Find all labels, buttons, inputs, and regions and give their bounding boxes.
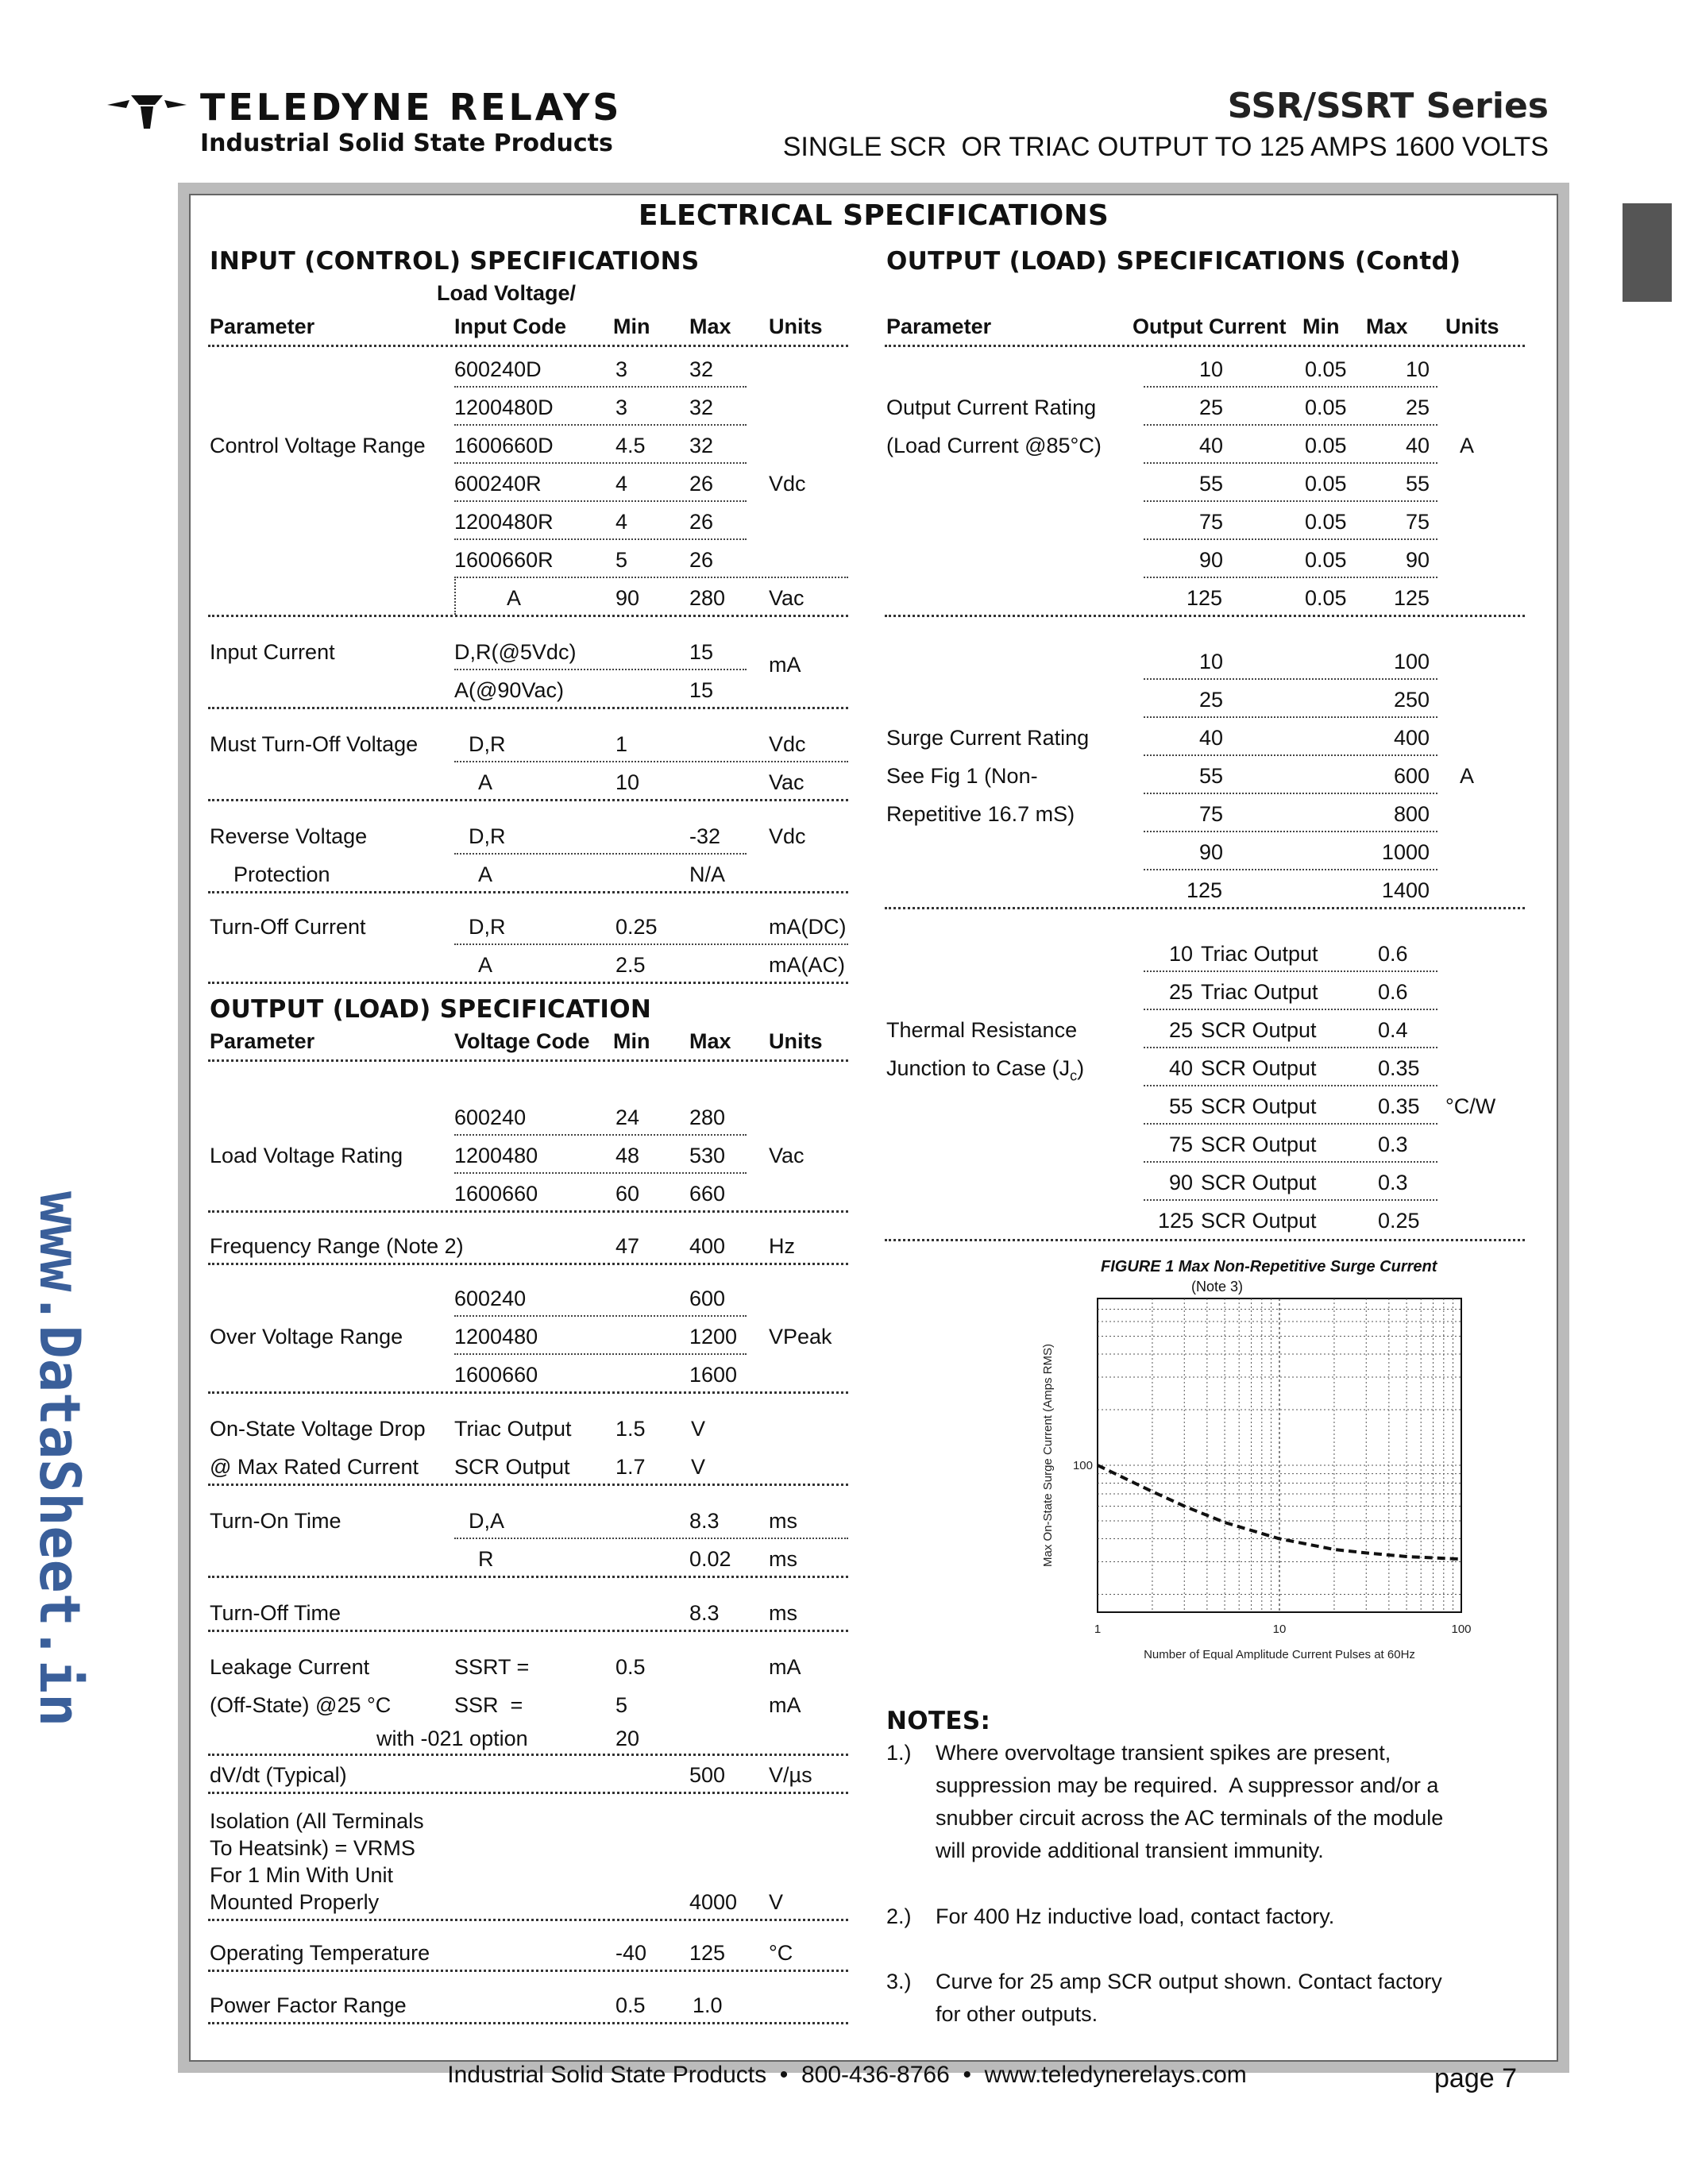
watermark: www.DataSheet.in [27, 1191, 92, 1727]
param-on-state: On-State Voltage Drop [210, 1417, 426, 1441]
x-tick-label: 100 [1451, 1623, 1472, 1636]
divider [454, 386, 747, 388]
col-units: Units [769, 314, 823, 338]
param-must-turn-off: Must Turn-Off Voltage [210, 732, 419, 756]
divider [454, 1172, 747, 1174]
cell: D,R(@5Vdc) [454, 640, 577, 664]
divider [454, 943, 848, 945]
cell: 0.05 [1305, 396, 1347, 419]
page-title: ELECTRICAL SPECIFICATIONS [638, 199, 1109, 232]
cell: A [1460, 434, 1475, 457]
col-max: Max [689, 314, 731, 338]
brand-name: TELEDYNE RELAYS [200, 86, 623, 129]
divider [208, 2022, 848, 2024]
cell: 0.02 [689, 1547, 731, 1571]
note-text: For 400 Hz inductive load, contact factory. [936, 1904, 1335, 1928]
cell: 0.4 [1378, 1018, 1408, 1042]
cell: 90 [1405, 548, 1430, 572]
cell: 1.0 [693, 1993, 723, 2017]
cell: V [691, 1417, 706, 1441]
cell: 530 [689, 1144, 726, 1167]
cell: 125 [1393, 586, 1430, 610]
cell: Triac Output [1201, 942, 1318, 966]
divider [1144, 970, 1437, 972]
cell: 660 [689, 1182, 726, 1206]
col-voltage-code: Voltage Code [454, 1029, 590, 1053]
cell: 0.25 [1378, 1209, 1420, 1233]
divider [454, 1134, 747, 1136]
cell: 25 [1199, 396, 1224, 419]
param-input-current: Input Current [210, 640, 335, 664]
cell: SCR Output [454, 1455, 570, 1479]
cell: 10 [1199, 357, 1224, 381]
param-turn-off-time: Turn-Off Time [210, 1601, 342, 1625]
param-on-state-2: @ Max Rated Current [210, 1455, 419, 1479]
param-dvdt: dV/dt (Typical) [210, 1763, 347, 1787]
cell: 48 [615, 1144, 640, 1167]
cell: 400 [689, 1234, 726, 1258]
divider [1144, 1123, 1437, 1125]
note-number: 1.) [886, 1741, 912, 1765]
divider [454, 853, 747, 855]
output-contd-heading: OUTPUT (LOAD) SPECIFICATIONS (Contd) [886, 247, 1461, 276]
cell: D,R [469, 732, 506, 756]
divider [208, 707, 848, 709]
cell: 90 [615, 586, 640, 610]
cell: 125 [1158, 1209, 1194, 1233]
cell: 3 [615, 396, 628, 419]
cell: 0.05 [1305, 586, 1347, 610]
divider [1144, 678, 1437, 680]
param-control-voltage: Control Voltage Range [210, 434, 426, 457]
cell: 1200480R [454, 510, 554, 534]
divider [208, 1059, 848, 1062]
cell: 600240 [454, 1106, 527, 1129]
cell: 1400 [1381, 878, 1430, 902]
cell: 10 [1199, 650, 1224, 673]
param-op-temp: Operating Temperature [210, 1941, 430, 1965]
param-frequency: Frequency Range (Note 2) [210, 1234, 464, 1258]
cell: 1600660D [454, 434, 554, 457]
divider [208, 891, 848, 893]
divider [208, 1754, 848, 1756]
cell: 0.5 [615, 1655, 646, 1679]
cell: 24 [615, 1106, 640, 1129]
divider [454, 761, 848, 762]
note-number: 3.) [886, 1970, 912, 1993]
cell: 0.3 [1378, 1133, 1408, 1156]
divider [1144, 716, 1437, 718]
cell: A [507, 586, 522, 610]
cell: 40 [1405, 434, 1430, 457]
col-min: Min [1302, 314, 1340, 338]
cell: ms [769, 1601, 797, 1625]
divider [208, 615, 848, 617]
divider [1144, 1047, 1437, 1048]
col-parameter: Parameter [210, 314, 315, 338]
cell: V [769, 1890, 784, 1914]
divider [1144, 831, 1437, 832]
divider [208, 1970, 848, 1972]
cell: 0.05 [1305, 357, 1347, 381]
cell: -40 [615, 1941, 647, 1965]
cell: 15 [689, 678, 714, 702]
cell: A(@90Vac) [454, 678, 564, 702]
cell: 0.5 [615, 1993, 646, 2017]
cell: 0.05 [1305, 510, 1347, 534]
cell: V [691, 1455, 706, 1479]
col-parameter: Parameter [210, 1029, 315, 1053]
divider [208, 1630, 848, 1632]
cell: Vac [769, 1144, 805, 1167]
param-over-voltage: Over Voltage Range [210, 1325, 403, 1349]
param-leakage: Leakage Current [210, 1655, 370, 1679]
param-thermal-2: Junction to Case $(J_c)$ [886, 1056, 1085, 1084]
cell: 0.05 [1305, 548, 1347, 572]
series-description: SINGLE SCR OR TRIAC OUTPUT TO 125 AMPS 1600 VOLTS [782, 132, 1549, 162]
divider [208, 1263, 848, 1265]
cell: Triac Output [454, 1417, 572, 1441]
cell: 90 [1199, 548, 1224, 572]
divider [1144, 793, 1437, 794]
cell: 0.35 [1378, 1094, 1420, 1118]
cell: VPeak [769, 1325, 832, 1349]
cell: SCR Output [1201, 1133, 1317, 1156]
input-heading: INPUT (CONTROL) SPECIFICATIONS [210, 247, 700, 276]
divider [1144, 754, 1437, 756]
cell: V/µs [769, 1763, 812, 1787]
note-number: 2.) [886, 1904, 912, 1928]
divider [208, 1792, 848, 1794]
divider [454, 577, 456, 615]
divider [208, 799, 848, 801]
cell: 25 [1405, 396, 1430, 419]
col-load-voltage: Load Voltage/ [437, 281, 577, 305]
cell: 0.25 [615, 915, 658, 939]
cell: 55 [1405, 472, 1430, 496]
divider [208, 345, 848, 347]
param-power-factor: Power Factor Range [210, 1993, 407, 2017]
divider [454, 1315, 747, 1317]
cell: 0.3 [1378, 1171, 1408, 1194]
cell: A [478, 770, 493, 794]
cell: 20 [615, 1727, 640, 1750]
divider [208, 1210, 848, 1213]
col-min: Min [613, 1029, 650, 1053]
cell: 280 [689, 1106, 726, 1129]
divider [454, 1538, 848, 1539]
cell: 1600660 [454, 1182, 538, 1206]
y-axis-label: Max On-State Surge Current (Amps RMS) [1041, 1344, 1055, 1567]
divider [454, 538, 747, 540]
cell: N/A [689, 862, 726, 886]
divider [454, 1353, 747, 1355]
divider [885, 907, 1525, 909]
param-isolation-4: Mounted Properly [210, 1890, 380, 1914]
cell: 32 [689, 434, 714, 457]
cell: A [478, 953, 493, 977]
param-turn-off-current: Turn-Off Current [210, 915, 366, 939]
param-isolation: Isolation (All Terminals [210, 1809, 424, 1833]
divider [1144, 1085, 1437, 1086]
surge-chart [1025, 1295, 1485, 1660]
cell: 600240D [454, 357, 542, 381]
param-isolation-3: For 1 Min With Unit [210, 1863, 394, 1887]
surge-chart-svg [1025, 1295, 1485, 1660]
divider [1144, 1199, 1437, 1201]
cell: SCR Output [1201, 1171, 1317, 1194]
divider [1144, 500, 1437, 502]
cell: 47 [615, 1234, 640, 1258]
cell: 25 [1199, 688, 1224, 712]
divider [1144, 1161, 1437, 1163]
param-load-voltage: Load Voltage Rating [210, 1144, 403, 1167]
cell: mA [769, 1693, 801, 1717]
cell: 1200480 [454, 1144, 538, 1167]
cell: mA [769, 653, 801, 677]
divider [1144, 462, 1437, 464]
cell: 3 [615, 357, 628, 381]
cell: A [478, 862, 493, 886]
divider [1144, 386, 1437, 388]
param-surge-3: Repetitive 16.7 mS) [886, 802, 1075, 826]
param-reverse-voltage-2: Protection [233, 862, 330, 886]
cell: 1 [615, 732, 628, 756]
divider [885, 1239, 1525, 1241]
cell: 125 [689, 1941, 726, 1965]
cell: 500 [689, 1763, 726, 1787]
cell: 600240R [454, 472, 542, 496]
cell: 125 [1187, 878, 1223, 902]
divider [1144, 538, 1437, 540]
col-units: Units [1445, 314, 1499, 338]
col-min: Min [613, 314, 650, 338]
teledyne-logo-icon [107, 94, 187, 130]
cell: 280 [689, 586, 726, 610]
cell: 8.3 [689, 1601, 720, 1625]
cell: 400 [1393, 726, 1430, 750]
cell: 40 [1199, 434, 1224, 457]
cell: 250 [1393, 688, 1430, 712]
cell: Vac [769, 586, 805, 610]
cell: -32 [689, 824, 721, 848]
notes-heading: NOTES: [886, 1707, 991, 1735]
divider [885, 345, 1525, 347]
cell: 1200480 [454, 1325, 538, 1349]
cell: 5 [615, 1693, 628, 1717]
brand-subtitle: Industrial Solid State Products [200, 129, 613, 157]
footer-text: Industrial Solid State Products • 800-436-8766 • www.teledynerelays.com [447, 2062, 1247, 2088]
param-surge: Surge Current Rating [886, 726, 1090, 750]
cell: 60 [615, 1182, 640, 1206]
cell: 0.6 [1378, 980, 1408, 1004]
cell: 4000 [689, 1890, 738, 1914]
cell: 55 [1199, 764, 1224, 788]
cell: 55 [1199, 472, 1224, 496]
cell: 0.35 [1378, 1056, 1420, 1080]
cell: A [1460, 764, 1475, 788]
cell: °C/W [1445, 1094, 1496, 1118]
cell: 10 [1168, 942, 1193, 966]
cell: SCR Output [1201, 1056, 1317, 1080]
cell: 125 [1187, 586, 1223, 610]
cell: 40 [1199, 726, 1224, 750]
note-text: Curve for 25 amp SCR output shown. Contact factory [936, 1970, 1442, 1993]
col-max: Max [689, 1029, 731, 1053]
cell: 4 [615, 510, 628, 534]
cell: 90 [1168, 1171, 1193, 1194]
divider [1144, 1009, 1437, 1010]
cell: 1600660 [454, 1363, 538, 1387]
cell: Hz [769, 1234, 795, 1258]
divider [454, 462, 747, 464]
cell: 1600660R [454, 548, 554, 572]
cell: Vdc [769, 472, 806, 496]
param-output-current: Output Current Rating [886, 396, 1097, 419]
cell: Triac Output [1201, 980, 1318, 1004]
note-text: Where overvoltage transient spikes are present, [936, 1741, 1391, 1765]
cell: 4 [615, 472, 628, 496]
cell: mA [769, 1655, 801, 1679]
cell: 75 [1199, 802, 1224, 826]
cell: 5 [615, 548, 628, 572]
cell: Vdc [769, 732, 806, 756]
divider [208, 1391, 848, 1394]
y-tick-label: 100 [1072, 1458, 1093, 1472]
divider [208, 1576, 848, 1578]
cell: 26 [689, 472, 714, 496]
figure-title: FIGURE 1 Max Non-Repetitive Surge Current [1101, 1258, 1437, 1275]
cell: 1200 [689, 1325, 738, 1349]
param-surge-2: See Fig 1 (Non- [886, 764, 1038, 788]
cell: 10 [1405, 357, 1430, 381]
cell: 0.6 [1378, 942, 1408, 966]
divider [454, 500, 747, 502]
cell: 800 [1393, 802, 1430, 826]
cell: 75 [1405, 510, 1430, 534]
cell: Vac [769, 770, 805, 794]
cell: 600 [1393, 764, 1430, 788]
divider [208, 1484, 848, 1486]
cell: 1000 [1381, 840, 1430, 864]
cell: Vdc [769, 824, 806, 848]
col-max: Max [1366, 314, 1408, 338]
cell: 1.7 [615, 1455, 646, 1479]
cell: 75 [1168, 1133, 1193, 1156]
cell: mA(DC) [769, 915, 847, 939]
cell: 25 [1168, 1018, 1193, 1042]
note-text: for other outputs. [936, 2002, 1098, 2026]
cell: 100 [1393, 650, 1430, 673]
cell: 26 [689, 548, 714, 572]
note-text: snubber circuit across the AC terminals of the module [936, 1806, 1444, 1830]
note-text: will provide additional transient immunity. [936, 1839, 1324, 1862]
cell: 600240 [454, 1287, 527, 1310]
cell: D,A [469, 1509, 505, 1533]
cell: 1600 [689, 1363, 738, 1387]
cell: 15 [689, 640, 714, 664]
x-tick-label: 1 [1094, 1623, 1102, 1636]
cell: °C [769, 1941, 793, 1965]
cell: 75 [1199, 510, 1224, 534]
figure-note: (Note 3) [1191, 1279, 1244, 1295]
cell: 1200480D [454, 396, 554, 419]
cell: 32 [689, 396, 714, 419]
param-turn-on: Turn-On Time [210, 1509, 342, 1533]
cell: ms [769, 1547, 797, 1571]
cell: 32 [689, 357, 714, 381]
param-thermal: Thermal Resistance [886, 1018, 1078, 1042]
divider [454, 669, 747, 670]
cell: 26 [689, 510, 714, 534]
cell: 0.05 [1305, 434, 1347, 457]
cell: with -021 option [376, 1727, 528, 1750]
param-isolation-2: To Heatsink) = VRMS [210, 1836, 415, 1860]
note-text: suppression may be required. A suppressor and/or a [936, 1773, 1439, 1797]
cell: 4.5 [615, 434, 646, 457]
x-axis-label: Number of Equal Amplitude Current Pulses at 60Hz [1144, 1648, 1415, 1660]
divider [885, 615, 1525, 617]
cell: D,R [469, 824, 506, 848]
cell: 25 [1168, 980, 1193, 1004]
param-output-current-2: (Load Current @85°C) [886, 434, 1102, 457]
col-input-code: Input Code [454, 314, 566, 338]
cell: SSRT = [454, 1655, 530, 1679]
col-output-current: Output Current [1133, 314, 1287, 338]
cell: SCR Output [1201, 1209, 1317, 1233]
cell: R [478, 1547, 494, 1571]
cell: mA(AC) [769, 953, 845, 977]
cell: SCR Output [1201, 1018, 1317, 1042]
col-parameter: Parameter [886, 314, 992, 338]
col-units: Units [769, 1029, 823, 1053]
cell: 8.3 [689, 1509, 720, 1533]
cell: ms [769, 1509, 797, 1533]
divider [1144, 869, 1437, 870]
divider [208, 982, 848, 984]
x-tick-label: 10 [1272, 1623, 1287, 1636]
cell: 40 [1168, 1056, 1193, 1080]
cell: SCR Output [1201, 1094, 1317, 1118]
cell: 600 [689, 1287, 726, 1310]
cell: SSR = [454, 1693, 523, 1717]
param-reverse-voltage: Reverse Voltage [210, 824, 368, 848]
cell: 0.05 [1305, 472, 1347, 496]
cell: 90 [1199, 840, 1224, 864]
page-number: page 7 [1434, 2063, 1517, 2093]
param-leakage-2: (Off-State) @25 °C [210, 1693, 392, 1717]
divider [454, 424, 747, 426]
cell: 2.5 [615, 953, 646, 977]
divider [1144, 424, 1437, 426]
cell: 1.5 [615, 1417, 646, 1441]
cell: D,R [469, 915, 506, 939]
series-title: SSR/SSRT Series [1227, 86, 1549, 126]
output-heading: OUTPUT (LOAD) SPECIFICATION [210, 995, 652, 1024]
divider [208, 1919, 848, 1921]
cell: 55 [1168, 1094, 1193, 1118]
divider [1144, 577, 1437, 578]
divider [454, 577, 848, 578]
cell: 10 [615, 770, 640, 794]
